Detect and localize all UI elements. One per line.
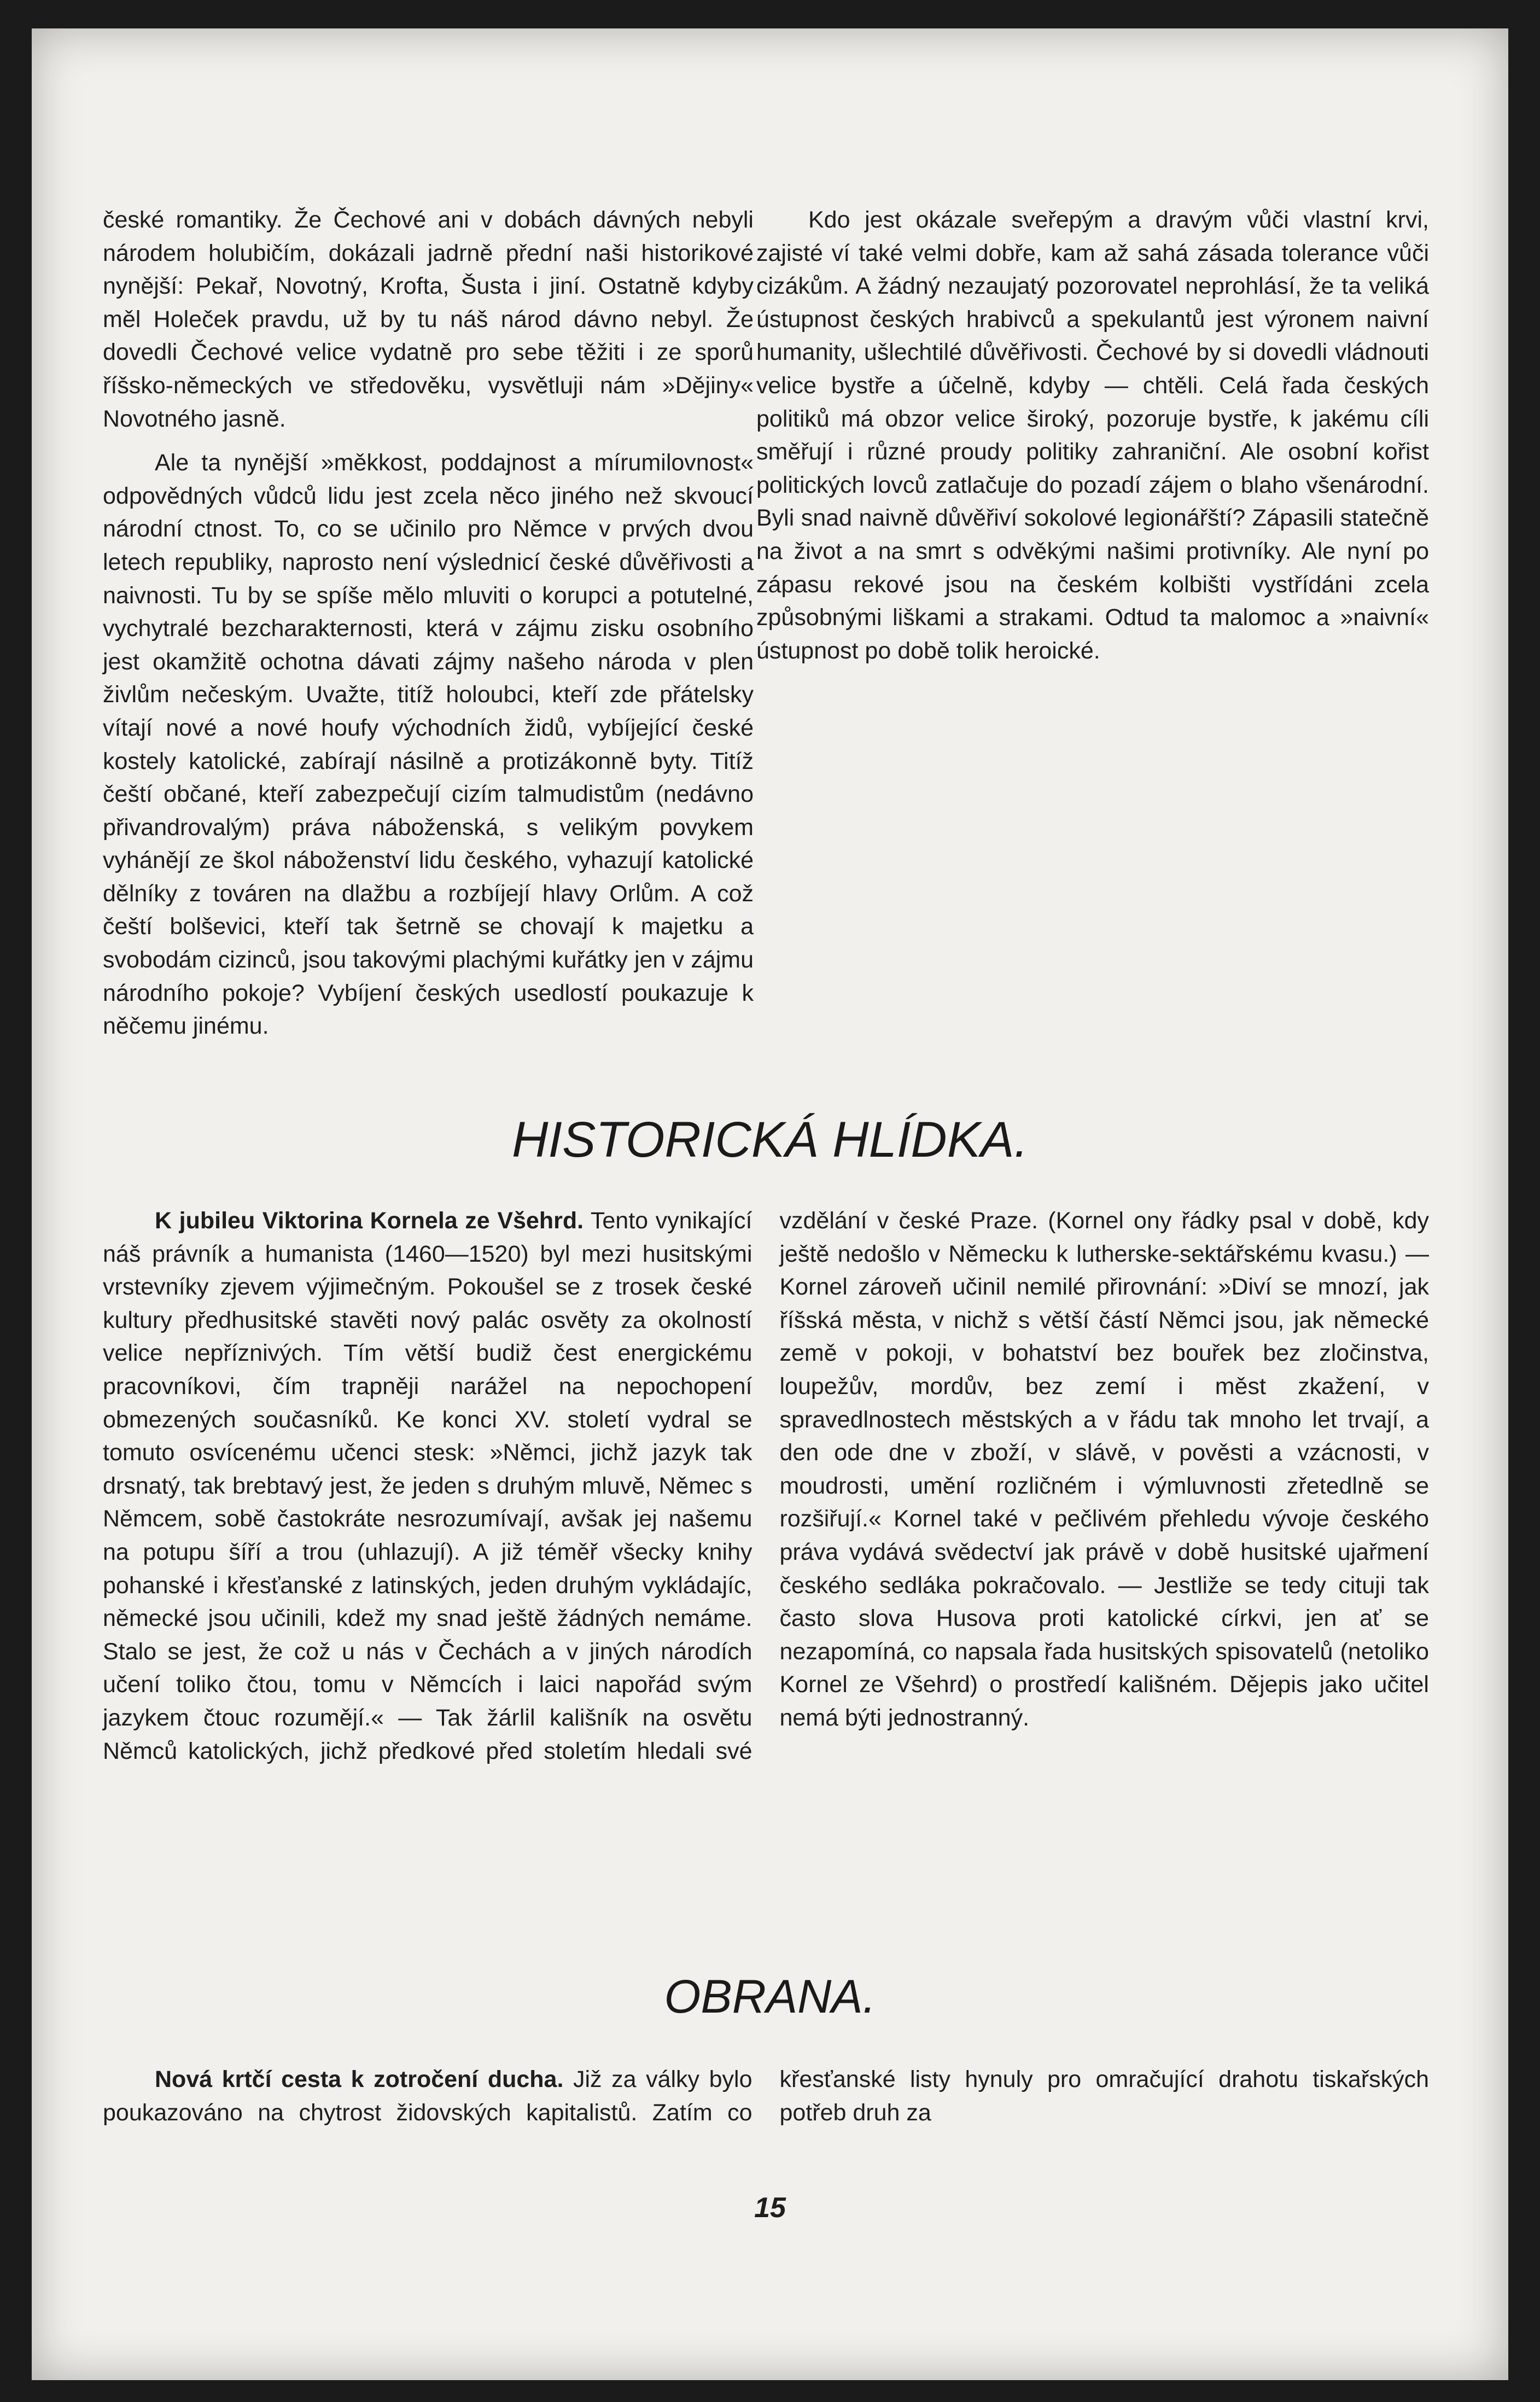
- obrana-body: [103, 2063, 1429, 2134]
- top-right-paragraph-1: Kdo jest okázale sveřepým a dravým vůči vlastní krvi, zajisté ví také velmi dobře, kam až sahá zásada tolerance vůči cizákům. A žádný nezaujatý pozorovatel neprohlásí, že ta veliká ústupnost českých hrabivců a spekulantů jest výronem naivní humanity, ušlechtilé důvěřivosti. Čechové by si dovedli vládnouti velice bystře a účelně, kdyby — chtěli. Celá řada českých politiků má obzor velice široký, pozoruje bystře, k jakému cíli směřují i různé proudy politiky zahraniční. Ale osobní kořist politických lovců zatlačuje do pozadí zájem o blaho všenárodní. Byli snad naivně důvěřiví sokolové legionářští? Zápasili statečně na život a na smrt s odvěkými našimi protivníky. Ale nyní po zápasu rekové jsou na českém kolbišti vystřídáni zcela způsobnými liškami a strakami. Odtud ta malomoc a »naivní« ústupnost po době tolik heroické.: [756, 207, 1429, 664]
- historicka-hlidka-text: Tento vynikající náš právník a humanista (1460—1520) byl mezi husitskými vrstevníky zjevem výjimečným. Pokoušel se z trosek české kultury předhusitské stavěti nový palác osvěty za okolností velice nepříznivých. Tím větší budiž čest energickému pracovníkovi, čím trapněji narážel na nepochopení obmezených současníků. Ke konci XV. století vydral se tomuto osvícenému učenci stesk: »Němci, jichž jazyk tak drsnatý, tak brebtavý jest, že jeden s druhým mluvě, Němec s Němcem, sobě častokráte nesrozumívají, avšak jej našemu na potupu šíří a trou (uhlazují). A již téměř všecky knihy pohanské i křesťanské z latinských, jeden druhým vykládajíc, německé jsou učinili, kdež my snad ještě žádných nemáme. Stalo se jest, že což u nás v Čechách a v jiných národích učení toliko čtou, tomu v Němcích i laici napořád svým jazykem čtouc rozumějí.« — Tak žárlil kališník na osvětu Němců katolických, jichž předkové před stoletím hledali své vzdělání v české Praze. (Kornel ony řádky psal v době, kdy ještě nedošlo v Německu k lutherske-sektářskému kvasu.) — Kornel zároveň učinil nemilé přirovnání: »Diví se mnozí, jak říšská města, v nichž s větší částí Němci jsou, jak německé země v pokoji, v bohatství bez bouřek bez zločinstva, loupežův, mordův, bez zemí i měst zkažení, v spravedlnostech městských a v řádu tak mnoho let trvají, a den ode dne v zboží, v slávě, v pověsti a vzácnosti, v moudrosti, umění rozličném i výmluvnosti zřetedlně se rozšiřují.« Kornel také v pečlivém přehledu vývoje českého práva vydává svědectví jak právě v době husitské ujařmení českého sedláka pokračovalo. — Jestliže se tedy cituji tak často slova Husova proti katolické církvi, jen ať se nezapomíná, co napsala řada husitských spisovatelů (netoliko Kornel ze Všehrd) o prostředí kališném. Dějepis jako učitel nemá býti jednostranný.: [103, 1208, 1429, 1764]
- top-right-column: [756, 203, 1429, 667]
- obrana-lead: Nová krtčí cesta k zotročení ducha.: [155, 2066, 564, 2092]
- top-left-column: [103, 203, 754, 1043]
- page-number: 15: [754, 2192, 786, 2224]
- top-left-paragraph-2: Ale ta nynější »měkkost, poddajnost a mírumilovnost« odpovědných vůdců lidu jest zcela něco jiného než skvoucí národní ctnost. To, co se učinilo pro Němce v prvých dvou letech republiky, naprosto není výslednicí české důvěřivosti a naivnosti. Tu by se spíše mělo mluviti o korupci a potutelné, vychytralé bezcharakternosti, která v zájmu zisku osobního jest okamžitě ochotna dávati zájmy našeho národa v plen živlům nečeským. Uvažte, titíž holoubci, kteří zde přátelsky vítají nové a nové houfy východních židů, vybíjející české kostely katolické, zabírají násilně a protizákonně byty. Titíž čeští občané, kteří zabezpečují cizím talmudistům (nedávno přivandrovalým) práva náboženská, s velikým povykem vyhánějí ze škol náboženství lidu českého, vyhazují katolické dělníky z továren na dlažbu a rozbíjejí hlavy Orlům. A což čeští bolševici, kteří tak šetrně se chovají k majetku a svobodám cizinců, jsou takovými plachými kuřátky jen v zájmu národního pokoje? Vybíjení českých usedlostí poukazuje k něčemu jinému.: [103, 450, 754, 1040]
- page: [32, 28, 1508, 2380]
- top-left-paragraph-1: české romantiky. Že Čechové ani v dobách dávných nebyli národem holubičím, dokázali jadrně přední naši historikové nynější: Pekař, Novotný, Krofta, Šusta i jiní. Ostatně kdyby měl Holeček pravdu, už by tu náš národ dávno nebyl. Že dovedli Čechové velice vydatně pro sebe těžiti i ze sporů říšsko-německých ve středověku, vysvětluji nám »Dějiny« Novotného jasně.: [103, 207, 754, 432]
- obrana-title: OBRANA.: [664, 1970, 876, 2023]
- obrana-text: Již za války bylo poukazováno na chytrost židovských kapitalistů. Zatím co křesťanské listy hynuly pro omračující drahotu tiskařských potřeb druh za: [103, 2066, 1429, 2126]
- historicka-hlidka-body: [103, 1204, 1429, 1943]
- historicka-hlidka-lead: K jubileu Viktorina Kornela ze Všehrd.: [155, 1208, 584, 1234]
- historicka-hlidka-title: HISTORICKÁ HLÍDKA.: [511, 1112, 1029, 1168]
